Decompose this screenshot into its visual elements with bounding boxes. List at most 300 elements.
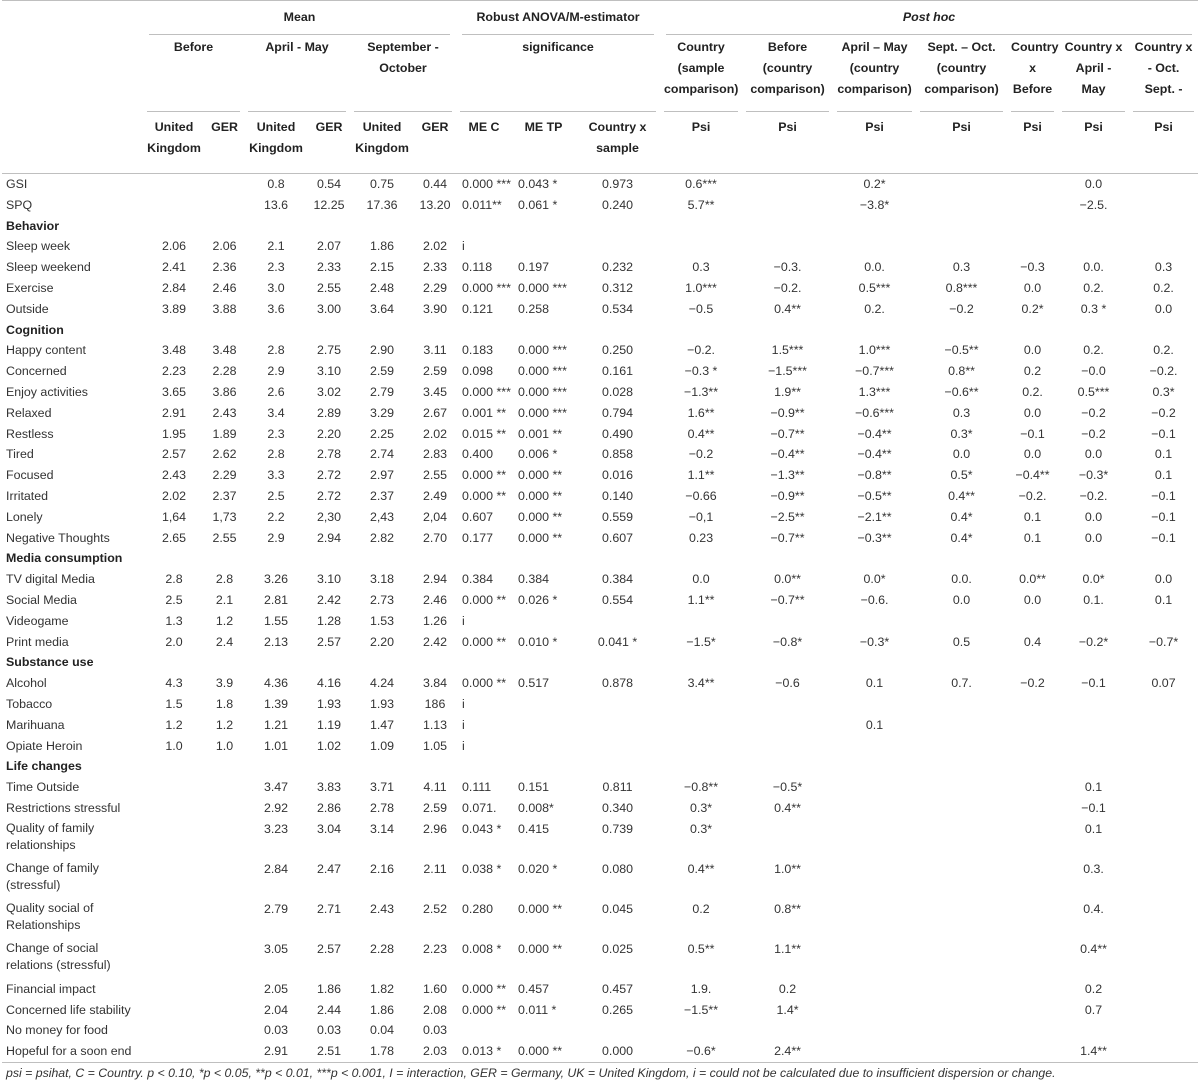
table-cell: 1.2 bbox=[215, 613, 234, 628]
table-cell: 2.43 bbox=[161, 468, 187, 483]
table-cell: −0.2 bbox=[949, 301, 974, 316]
table-cell: −0.1 bbox=[1081, 676, 1106, 691]
table-cell: −0.2 bbox=[1081, 405, 1106, 420]
table-cell: 3.9 bbox=[215, 676, 234, 691]
table-cell: 0.000 ** bbox=[518, 509, 563, 524]
table-cell: 1.89 bbox=[212, 426, 237, 441]
row-label: Concerned life stability bbox=[6, 1002, 131, 1017]
row-label: Focused bbox=[6, 468, 54, 483]
table-cell: −0.6** bbox=[944, 384, 979, 399]
table-cell: 2.57 bbox=[316, 634, 342, 649]
table-cell: 3.48 bbox=[161, 343, 187, 358]
table-cell: 2.13 bbox=[263, 634, 289, 649]
table-cell: 0.5*** bbox=[1077, 384, 1110, 399]
table-cell bbox=[205, 859, 244, 899]
table-cell: 2.33 bbox=[316, 260, 342, 275]
table-cell bbox=[916, 694, 1007, 715]
table-cell: 1.53 bbox=[369, 613, 395, 628]
table-cell: 0.016 bbox=[602, 468, 634, 483]
table-cell: 0.794 bbox=[602, 405, 634, 420]
table-cell: 0.384 bbox=[518, 572, 550, 587]
subgroup-april-may-country: April – May (country comparison) bbox=[833, 35, 916, 113]
table-cell bbox=[742, 715, 833, 736]
table-cell bbox=[143, 939, 205, 979]
row-label: Tired bbox=[6, 447, 34, 462]
table-cell: 0.000 *** bbox=[518, 280, 567, 295]
table-cell: 0.0. bbox=[864, 260, 885, 275]
table-cell bbox=[456, 1020, 512, 1041]
table-cell: 2,30 bbox=[316, 509, 342, 524]
table-cell: 2.1 bbox=[267, 239, 285, 254]
table-cell: 1.4* bbox=[776, 1002, 799, 1017]
column-header: Psi bbox=[1058, 113, 1129, 174]
table-cell: 2.74 bbox=[369, 447, 395, 462]
table-cell bbox=[205, 195, 244, 216]
table-cell: 0.038 * bbox=[462, 861, 502, 876]
table-cell bbox=[1007, 1020, 1058, 1041]
table-cell bbox=[575, 694, 660, 715]
table-cell: 2.28 bbox=[369, 941, 395, 956]
table-cell: 1.95 bbox=[161, 426, 187, 441]
table-cell bbox=[916, 611, 1007, 632]
table-cell: 1,64 bbox=[161, 509, 187, 524]
table-cell: −0.1 bbox=[1081, 800, 1106, 815]
table-cell: 3.3 bbox=[267, 468, 285, 483]
table-cell: 0.7 bbox=[1084, 1002, 1103, 1017]
table-cell: 2.29 bbox=[212, 468, 237, 483]
table-cell: 2.44 bbox=[316, 1002, 342, 1017]
table-cell bbox=[1129, 195, 1198, 216]
table-cell: 0.151 bbox=[518, 780, 550, 795]
table-cell: 0.1 bbox=[865, 676, 884, 691]
table-cell: −0.3* bbox=[1078, 468, 1109, 483]
table-cell: 2.79 bbox=[369, 384, 395, 399]
row-label: Enjoy activities bbox=[6, 384, 88, 399]
table-cell: −2.5** bbox=[770, 509, 805, 524]
table-row bbox=[2, 777, 1198, 798]
table-cell: 0.3 bbox=[952, 405, 971, 420]
table-cell: −0.1 bbox=[1151, 426, 1176, 441]
table-cell: 0.811 bbox=[602, 780, 633, 795]
column-header: Psi bbox=[833, 113, 916, 174]
table-row bbox=[2, 174, 1198, 195]
table-cell bbox=[1007, 736, 1058, 757]
table-cell: 0.000 ** bbox=[462, 468, 507, 483]
table-cell: 2.05 bbox=[263, 981, 289, 996]
table-cell: 0.061 * bbox=[518, 197, 558, 212]
footnote: psi = psihat, C = Country. p < 0.10, *p < 0.05, **p < 0.01, ***p < 0.001, I = interaction, GER = Germany, UK = United Kingdom, i = could not be calculated due to insufficient dispersion or change. bbox=[6, 1066, 1056, 1080]
table-cell: 0.4** bbox=[774, 800, 801, 815]
table-row bbox=[2, 899, 1198, 939]
table-cell: 0.400 bbox=[462, 447, 494, 462]
table-cell bbox=[833, 694, 916, 715]
table-cell: 0.858 bbox=[602, 447, 634, 462]
table-cell: 0.4. bbox=[1083, 901, 1104, 916]
table-cell: 0.2* bbox=[1021, 301, 1044, 316]
table-cell: 3.18 bbox=[369, 572, 395, 587]
table-cell: 1.82 bbox=[369, 981, 395, 996]
subgroup-sept-oct-country: Sept. – Oct. (country comparison) bbox=[916, 35, 1007, 113]
table-cell: 0.2. bbox=[1083, 280, 1104, 295]
table-cell: 2.48 bbox=[369, 280, 395, 295]
table-cell: 0.559 bbox=[602, 509, 634, 524]
table-cell: 2.91 bbox=[244, 1041, 308, 1063]
table-cell bbox=[833, 1020, 916, 1041]
table-cell: −1.5* bbox=[686, 634, 716, 649]
table-cell: 0.000 ** bbox=[462, 634, 507, 649]
table-cell: 0.000 *** bbox=[462, 177, 511, 191]
table-cell: −1.3** bbox=[683, 384, 719, 399]
table-cell: −0.2. bbox=[1018, 488, 1047, 503]
table-cell: 3.48 bbox=[212, 343, 237, 358]
column-header: United Kingdom bbox=[143, 113, 205, 174]
table-cell: 2.37 bbox=[212, 488, 237, 503]
table-cell: 1.0 bbox=[215, 738, 234, 753]
table-cell bbox=[143, 819, 205, 859]
table-cell bbox=[1007, 195, 1058, 216]
table-cell: 3.29 bbox=[369, 405, 395, 420]
table-cell: 2.8 bbox=[165, 572, 183, 587]
table-cell: 0.177 bbox=[462, 530, 494, 545]
table-cell: 2.03 bbox=[414, 1041, 456, 1063]
table-cell: 0.045 bbox=[602, 901, 634, 916]
subgroup-before-country: Before (country comparison) bbox=[742, 35, 833, 113]
table-cell: 2.16 bbox=[369, 861, 395, 876]
table-cell: 2.33 bbox=[422, 260, 448, 275]
table-cell: 0.1 bbox=[1084, 780, 1103, 795]
table-cell bbox=[833, 1041, 916, 1063]
table-cell bbox=[833, 611, 916, 632]
table-cell: 1.5*** bbox=[771, 343, 804, 358]
table-cell bbox=[916, 1041, 1007, 1063]
table-cell: 0.44 bbox=[422, 177, 448, 191]
table-cell: −0.4** bbox=[1015, 468, 1050, 483]
table-cell: 1.05 bbox=[422, 738, 448, 753]
table-cell: 0.607 bbox=[462, 509, 494, 524]
table-cell bbox=[575, 236, 660, 257]
table-cell: 0.000 *** bbox=[518, 405, 567, 420]
header-row-columns bbox=[2, 113, 1198, 174]
table-cell: 2.2 bbox=[267, 509, 285, 524]
table-cell: −0.5** bbox=[944, 343, 979, 358]
table-cell: 0.03 bbox=[263, 1023, 289, 1038]
table-cell: 2.47 bbox=[316, 861, 342, 876]
section-label: Media consumption bbox=[6, 551, 123, 566]
table-cell bbox=[742, 236, 833, 257]
table-cell bbox=[1129, 1041, 1198, 1063]
table-cell: 0.025 bbox=[602, 941, 634, 956]
subgroup-country-x-before: Country x Before bbox=[1007, 35, 1058, 113]
table-cell: 0.183 bbox=[462, 343, 494, 358]
table-cell: −0.7** bbox=[770, 530, 805, 545]
table-cell bbox=[1058, 715, 1129, 736]
table-cell bbox=[916, 736, 1007, 757]
table-cell: −0.7*** bbox=[855, 364, 894, 379]
table-cell: 17.36 bbox=[366, 197, 398, 212]
table-cell: 2.52 bbox=[422, 901, 448, 916]
table-cell: 1.86 bbox=[316, 981, 342, 996]
table-cell: 0.0 bbox=[1154, 301, 1173, 316]
table-cell: −0.3. bbox=[773, 260, 802, 275]
table-cell: 2.6 bbox=[267, 384, 285, 399]
table-cell: 0.54 bbox=[316, 177, 342, 191]
table-cell: 1.2 bbox=[165, 717, 183, 732]
table-row bbox=[2, 611, 1198, 632]
table-cell bbox=[512, 1020, 575, 1041]
table-cell: 2.59 bbox=[422, 364, 448, 379]
table-cell: −0.3 bbox=[1020, 260, 1045, 275]
header-corner-2 bbox=[2, 35, 143, 113]
table-cell bbox=[1007, 899, 1058, 939]
table-cell bbox=[1007, 715, 1058, 736]
table-cell bbox=[742, 736, 833, 757]
table-cell: 1.19 bbox=[316, 717, 342, 732]
table-cell: 1.86 bbox=[369, 1002, 395, 1017]
subgroup-significance: significance bbox=[456, 35, 660, 113]
table-cell: 0.1 bbox=[865, 717, 884, 732]
table-cell: 2.5 bbox=[267, 488, 285, 503]
table-cell: 2.78 bbox=[316, 447, 342, 462]
table-cell: 2.57 bbox=[161, 447, 187, 462]
table-cell: 3.4** bbox=[687, 676, 715, 691]
row-label: Negative Thoughts bbox=[6, 530, 110, 545]
table-cell: 1,73 bbox=[212, 509, 237, 524]
table-cell: 2.83 bbox=[422, 447, 448, 462]
table-row bbox=[2, 798, 1198, 819]
table-cell: 0.5 bbox=[952, 634, 971, 649]
table-cell bbox=[660, 1020, 742, 1041]
table-cell bbox=[512, 715, 575, 736]
table-row bbox=[2, 715, 1198, 736]
table-cell: 0.23 bbox=[688, 530, 714, 545]
table-cell bbox=[1058, 236, 1129, 257]
table-cell: 0.0 bbox=[1023, 343, 1042, 358]
table-cell: −0.2 bbox=[1151, 405, 1176, 420]
section-row bbox=[2, 756, 1198, 777]
table-cell: 0.5** bbox=[687, 941, 715, 956]
table-cell: 1.78 bbox=[350, 1041, 414, 1063]
table-cell: −0.1 bbox=[1151, 509, 1176, 524]
table-cell: 2.57 bbox=[316, 941, 342, 956]
table-cell: 1.9** bbox=[774, 384, 801, 399]
table-cell bbox=[1007, 174, 1058, 195]
table-cell: 0.011** bbox=[462, 197, 502, 212]
table-cell: 0.265 bbox=[602, 1002, 634, 1017]
table-cell: 3.83 bbox=[316, 780, 342, 795]
table-cell: 0.140 bbox=[602, 488, 634, 503]
table-cell: 2.70 bbox=[422, 530, 448, 545]
table-cell: 0.000 *** bbox=[518, 343, 567, 358]
table-row bbox=[2, 236, 1198, 257]
table-cell: 2.81 bbox=[263, 592, 289, 607]
table-cell bbox=[1129, 694, 1198, 715]
table-cell: 0.0 bbox=[1023, 405, 1042, 420]
table-cell: 0.0 bbox=[1023, 280, 1042, 295]
column-header: Country x sample bbox=[575, 113, 660, 174]
table-cell: 2,04 bbox=[422, 509, 448, 524]
table-cell: 0.000 ** bbox=[518, 941, 563, 956]
table-cell bbox=[833, 979, 916, 1000]
table-cell: 0.000 ** bbox=[518, 488, 563, 503]
table-cell: 2.02 bbox=[422, 239, 448, 254]
table-row bbox=[2, 278, 1198, 299]
table-cell bbox=[143, 859, 205, 899]
row-label: Social Media bbox=[6, 592, 77, 607]
header-corner bbox=[2, 0, 143, 35]
table-cell: 0.457 bbox=[602, 981, 634, 996]
table-row bbox=[2, 528, 1198, 549]
table-cell: 2.23 bbox=[422, 941, 448, 956]
table-cell: 0.098 bbox=[462, 364, 494, 379]
table-cell: 0.000 *** bbox=[462, 280, 511, 295]
column-header: Psi bbox=[660, 113, 742, 174]
table-cell: 0.000 *** bbox=[518, 384, 567, 399]
table-cell bbox=[143, 798, 205, 819]
table-cell: 0.000 ** bbox=[518, 530, 563, 545]
table-cell bbox=[1129, 798, 1198, 819]
table-cell: 0.001 ** bbox=[462, 405, 507, 420]
table-cell bbox=[916, 1020, 1007, 1041]
table-cell: 3.89 bbox=[161, 301, 187, 316]
table-cell: −0.2 bbox=[1020, 676, 1045, 691]
table-cell bbox=[916, 236, 1007, 257]
table-cell: 3.10 bbox=[316, 572, 342, 587]
table-cell: 2.84 bbox=[263, 861, 289, 876]
table-cell: 0.0 bbox=[1023, 447, 1042, 462]
table-cell: −0.3* bbox=[859, 634, 890, 649]
table-cell: 0.280 bbox=[462, 901, 494, 916]
table-cell: 1.01 bbox=[263, 738, 289, 753]
table-row bbox=[2, 361, 1198, 382]
table-cell: 3.65 bbox=[161, 384, 187, 399]
row-label: Irritated bbox=[6, 488, 49, 503]
table-cell: 2.46 bbox=[212, 280, 237, 295]
table-cell: 0.384 bbox=[462, 572, 494, 587]
table-cell: i bbox=[462, 613, 465, 628]
table-cell: −0.2. bbox=[687, 343, 715, 358]
table-cell: 0.1 bbox=[1023, 509, 1042, 524]
table-cell: −0.8** bbox=[857, 468, 892, 483]
table-cell bbox=[833, 736, 916, 757]
table-cell: 1.39 bbox=[263, 696, 289, 711]
table-cell: 0.161 bbox=[602, 364, 634, 379]
table-cell: 3.23 bbox=[263, 821, 289, 836]
table-cell bbox=[205, 979, 244, 1000]
row-label: Print media bbox=[6, 634, 69, 649]
table-cell: 1.93 bbox=[369, 696, 395, 711]
table-cell: 0.07 bbox=[1151, 676, 1176, 691]
table-cell: −0.2 bbox=[688, 447, 714, 462]
table-cell: −0.0 bbox=[1081, 364, 1106, 379]
table-cell bbox=[575, 736, 660, 757]
table-cell bbox=[1129, 777, 1198, 798]
table-cell bbox=[742, 694, 833, 715]
table-cell bbox=[916, 1000, 1007, 1021]
table-cell: 3.47 bbox=[263, 780, 289, 795]
table-cell: 0.071. bbox=[462, 800, 497, 815]
table-cell: 0.258 bbox=[518, 301, 550, 316]
table-cell: 0.607 bbox=[602, 530, 634, 545]
table-row bbox=[2, 632, 1198, 653]
table-cell bbox=[143, 777, 205, 798]
table-cell: 2.49 bbox=[422, 488, 448, 503]
table-cell bbox=[1129, 939, 1198, 979]
table-cell: 0.4** bbox=[687, 861, 715, 876]
row-label: Lonely bbox=[6, 509, 43, 524]
table-row bbox=[2, 340, 1198, 361]
table-cell bbox=[1129, 979, 1198, 1000]
table-cell: 3.45 bbox=[422, 384, 448, 399]
table-cell: 0.3 bbox=[1154, 260, 1173, 275]
table-cell: 0.03 bbox=[316, 1023, 342, 1038]
table-cell bbox=[916, 939, 1007, 979]
table-cell: 0.041 * bbox=[597, 634, 638, 649]
table-cell: −1.3** bbox=[770, 468, 805, 483]
table-cell: 2.11 bbox=[423, 861, 447, 876]
column-header: GER bbox=[414, 113, 456, 174]
table-cell: 0.490 bbox=[602, 426, 634, 441]
table-cell bbox=[742, 819, 833, 859]
table-cell: 1.6** bbox=[687, 405, 715, 420]
table-cell: 0.000 ** bbox=[462, 1002, 507, 1017]
table-row bbox=[2, 736, 1198, 757]
table-cell: 0.0 bbox=[1084, 177, 1103, 191]
table-cell bbox=[1007, 819, 1058, 859]
table-row bbox=[2, 382, 1198, 403]
table-cell: 1.1** bbox=[687, 592, 715, 607]
table-cell: −0.2. bbox=[773, 280, 802, 295]
table-cell: −0.1 bbox=[1151, 530, 1176, 545]
table-row bbox=[2, 859, 1198, 899]
table-cell bbox=[1007, 798, 1058, 819]
table-cell: 2.78 bbox=[369, 800, 395, 815]
table-cell bbox=[512, 611, 575, 632]
table-cell: 2.91 bbox=[161, 405, 187, 420]
table-cell: 2.9 bbox=[267, 530, 285, 545]
table-cell: −0.6*** bbox=[855, 405, 894, 420]
table-cell: −0.7* bbox=[1148, 634, 1179, 649]
table-cell bbox=[575, 1020, 660, 1041]
table-cell: 13.6 bbox=[263, 197, 289, 212]
table-row bbox=[2, 939, 1198, 979]
table-cell: 3.6 bbox=[267, 301, 285, 316]
header-corner-3 bbox=[2, 113, 143, 174]
table-cell: 0.2 bbox=[1084, 981, 1103, 996]
table-cell: 0.0* bbox=[863, 572, 886, 587]
table-cell: 0.3* bbox=[690, 821, 713, 836]
table-cell: 0.8** bbox=[948, 364, 975, 379]
table-cell: 0.000 ** bbox=[462, 488, 507, 503]
table-cell: −0.3** bbox=[857, 530, 892, 545]
header-row-subgroups bbox=[2, 35, 1198, 113]
section-row bbox=[2, 652, 1198, 673]
table-cell: 0.4** bbox=[687, 426, 715, 441]
table-cell: 0.3 bbox=[952, 260, 971, 275]
table-cell: 2.55 bbox=[316, 280, 342, 295]
table-cell: 2.72 bbox=[316, 488, 342, 503]
table-row bbox=[2, 403, 1198, 424]
table-cell bbox=[205, 174, 244, 195]
table-cell bbox=[1058, 1020, 1129, 1041]
table-cell: 3.10 bbox=[316, 364, 342, 379]
table-cell: −3.8* bbox=[859, 197, 890, 212]
table-cell bbox=[205, 1000, 244, 1021]
table-cell: −0.4** bbox=[857, 447, 892, 462]
table-cell: 0.3* bbox=[690, 800, 713, 815]
table-cell: 0.534 bbox=[602, 301, 634, 316]
table-cell: 3.84 bbox=[422, 676, 448, 691]
table-cell: 1.60 bbox=[422, 981, 448, 996]
